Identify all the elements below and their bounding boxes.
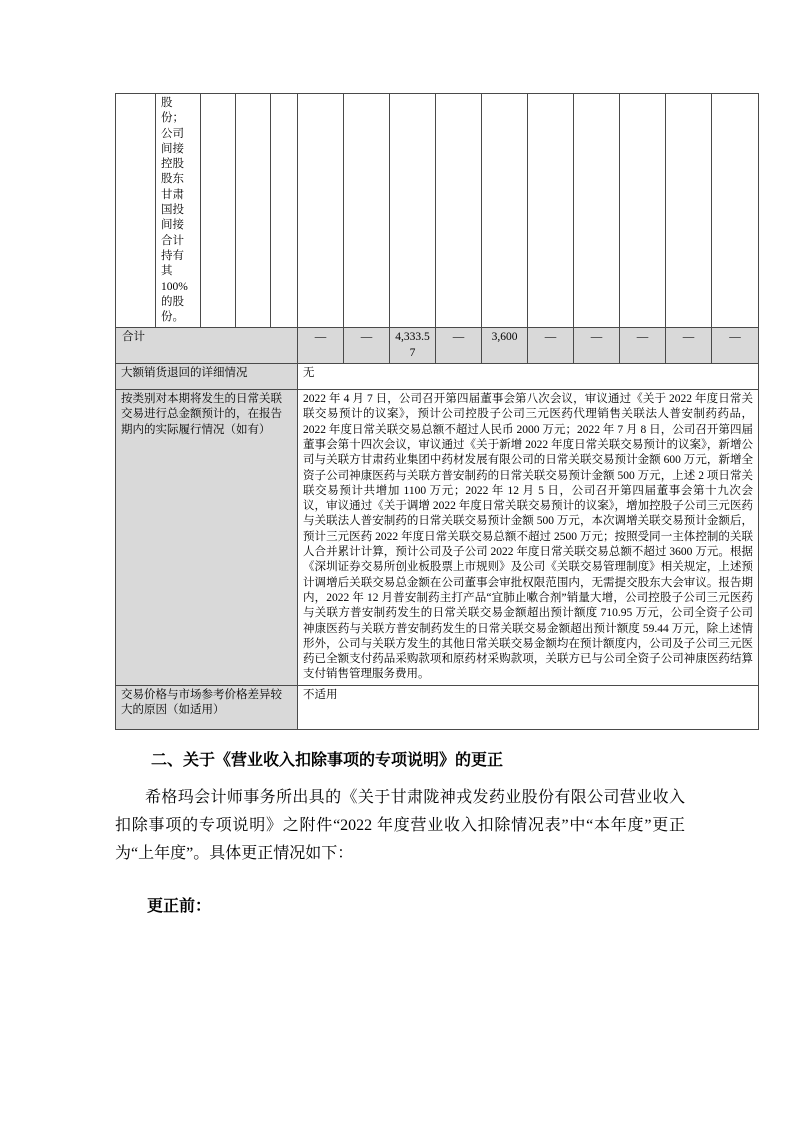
document-content <box>115 93 758 916</box>
total-row <box>116 328 759 364</box>
empty-cell <box>712 94 759 328</box>
total-value-cell: — <box>344 328 390 364</box>
total-value-cell: — <box>712 328 759 364</box>
empty-cell <box>528 94 574 328</box>
total-value-cell: — <box>666 328 712 364</box>
empty-cell <box>344 94 390 328</box>
correction-before-label: 更正前： <box>147 897 212 915</box>
empty-cell <box>482 94 528 328</box>
total-value-cell: — <box>574 328 620 364</box>
total-label: 合计 <box>116 328 298 364</box>
total-value-cell: — <box>528 328 574 364</box>
empty-cell <box>116 94 156 328</box>
detail-row <box>116 390 759 686</box>
detail-row <box>116 364 759 390</box>
detail-value: 无 <box>298 364 759 390</box>
empty-cell <box>574 94 620 328</box>
total-value-cell: 3,600 <box>482 328 528 364</box>
empty-cell <box>236 94 271 328</box>
continuation-row <box>116 94 759 328</box>
section-heading: 二、关于《营业收入扣除事项的专项说明》的更正 <box>151 751 504 769</box>
continuation-text-cell: 股份；公司间接控股股东甘肃国投间接合计持有其100%的股份。 <box>156 94 201 328</box>
empty-cell <box>620 94 666 328</box>
empty-cell <box>436 94 482 328</box>
detail-label: 大额销货退回的详细情况 <box>116 364 298 390</box>
detail-value: 2022 年 4 月 7 日，公司召开第四届董事会第八次会议，审议通过《关于 2022 年度日常关联交易预计的议案》，预计公司控股子公司三元医药代理销售关联法人普安制药药品，2022 年度日常关联交易总额不超过人民币 2000 万元；2022 年 7 月 8 日，公司召开第四届董事会第十四次会议，审议通过《关于新增 2022 年度日常关联交易预计的议案》，新增公司与关联方甘肃药业集团中药材发展有限公司的日常关联交易预计金额 600 万元，新增全资子公司神康医药与关联方普安制药的日常关联交易预计金额 500 万元，上述 2 项日常关联交易预计共增加 1100 万元；2022 年 12 月 5 日，公司召开第四届董事会第十九次会议，审议通过《关于调增 2022 年度日常关联交易预计的议案》，增加控股子公司三元医药与关联法人普安制药的日常关联交易预计金额 500 万元，本次调增关联交易预计金额后，预计三元医药 2022 年度日常关联交易总额不超过 2500 万元；按照受同一主体控制的关联人合并累计计算，预计公司及子公司 2022 年度日常关联交易总额不超过 3600 万元。根据《深圳证券交易所创业板股票上市规则》及公司《关联交易管理制度》相关规定，上述预计调增后关联交易总金额在公司董事会审批权限范围内，无需提交股东大会审议。报告期内，2022 年 12 月普安制药主打产品“宜肺止嗽合剂”销量大增，公司控股子公司三元医药与关联方普安制药发生的日常关联交易金额超出预计额度 710.95 万元，公司全资子公司神康医药与关联方普安制药发生的日常关联交易金额超出预计额度 59.44 万元，除上述情形外，公司与关联方发生的其他日常关联交易金额均在预计额度内，公司及子公司三元医药已全额支付药品采购款项和原药材采购款项，关联方已与公司全资子公司神康医药结算支付销售管理服务费用。 <box>298 390 759 686</box>
empty-cell <box>201 94 236 328</box>
total-value-cell: — <box>298 328 344 364</box>
detail-label: 按类别对本期将发生的日常关联交易进行总金额预计的，在报告期内的实际履行情况（如有） <box>116 390 298 686</box>
related-transactions-table <box>115 93 759 730</box>
correction-section <box>115 749 758 916</box>
empty-cell <box>390 94 436 328</box>
empty-cell <box>666 94 712 328</box>
empty-cell <box>298 94 344 328</box>
total-value-cell: — <box>436 328 482 364</box>
detail-row <box>116 685 759 729</box>
detail-label: 交易价格与市场参考价格差异较大的原因（如适用） <box>116 685 298 729</box>
detail-value: 不适用 <box>298 685 759 729</box>
total-value-cell: — <box>620 328 666 364</box>
total-value-cell: 4,333.57 <box>390 328 436 364</box>
empty-cell <box>271 94 298 328</box>
body-paragraph: 希格玛会计师事务所出具的《关于甘肃陇神戎发药业股份有限公司营业收入扣除事项的专项说明》之附件“2022 年度营业收入扣除情况表”中“本年度”更正为“上年度”。具体更正情况如下： <box>115 788 685 862</box>
